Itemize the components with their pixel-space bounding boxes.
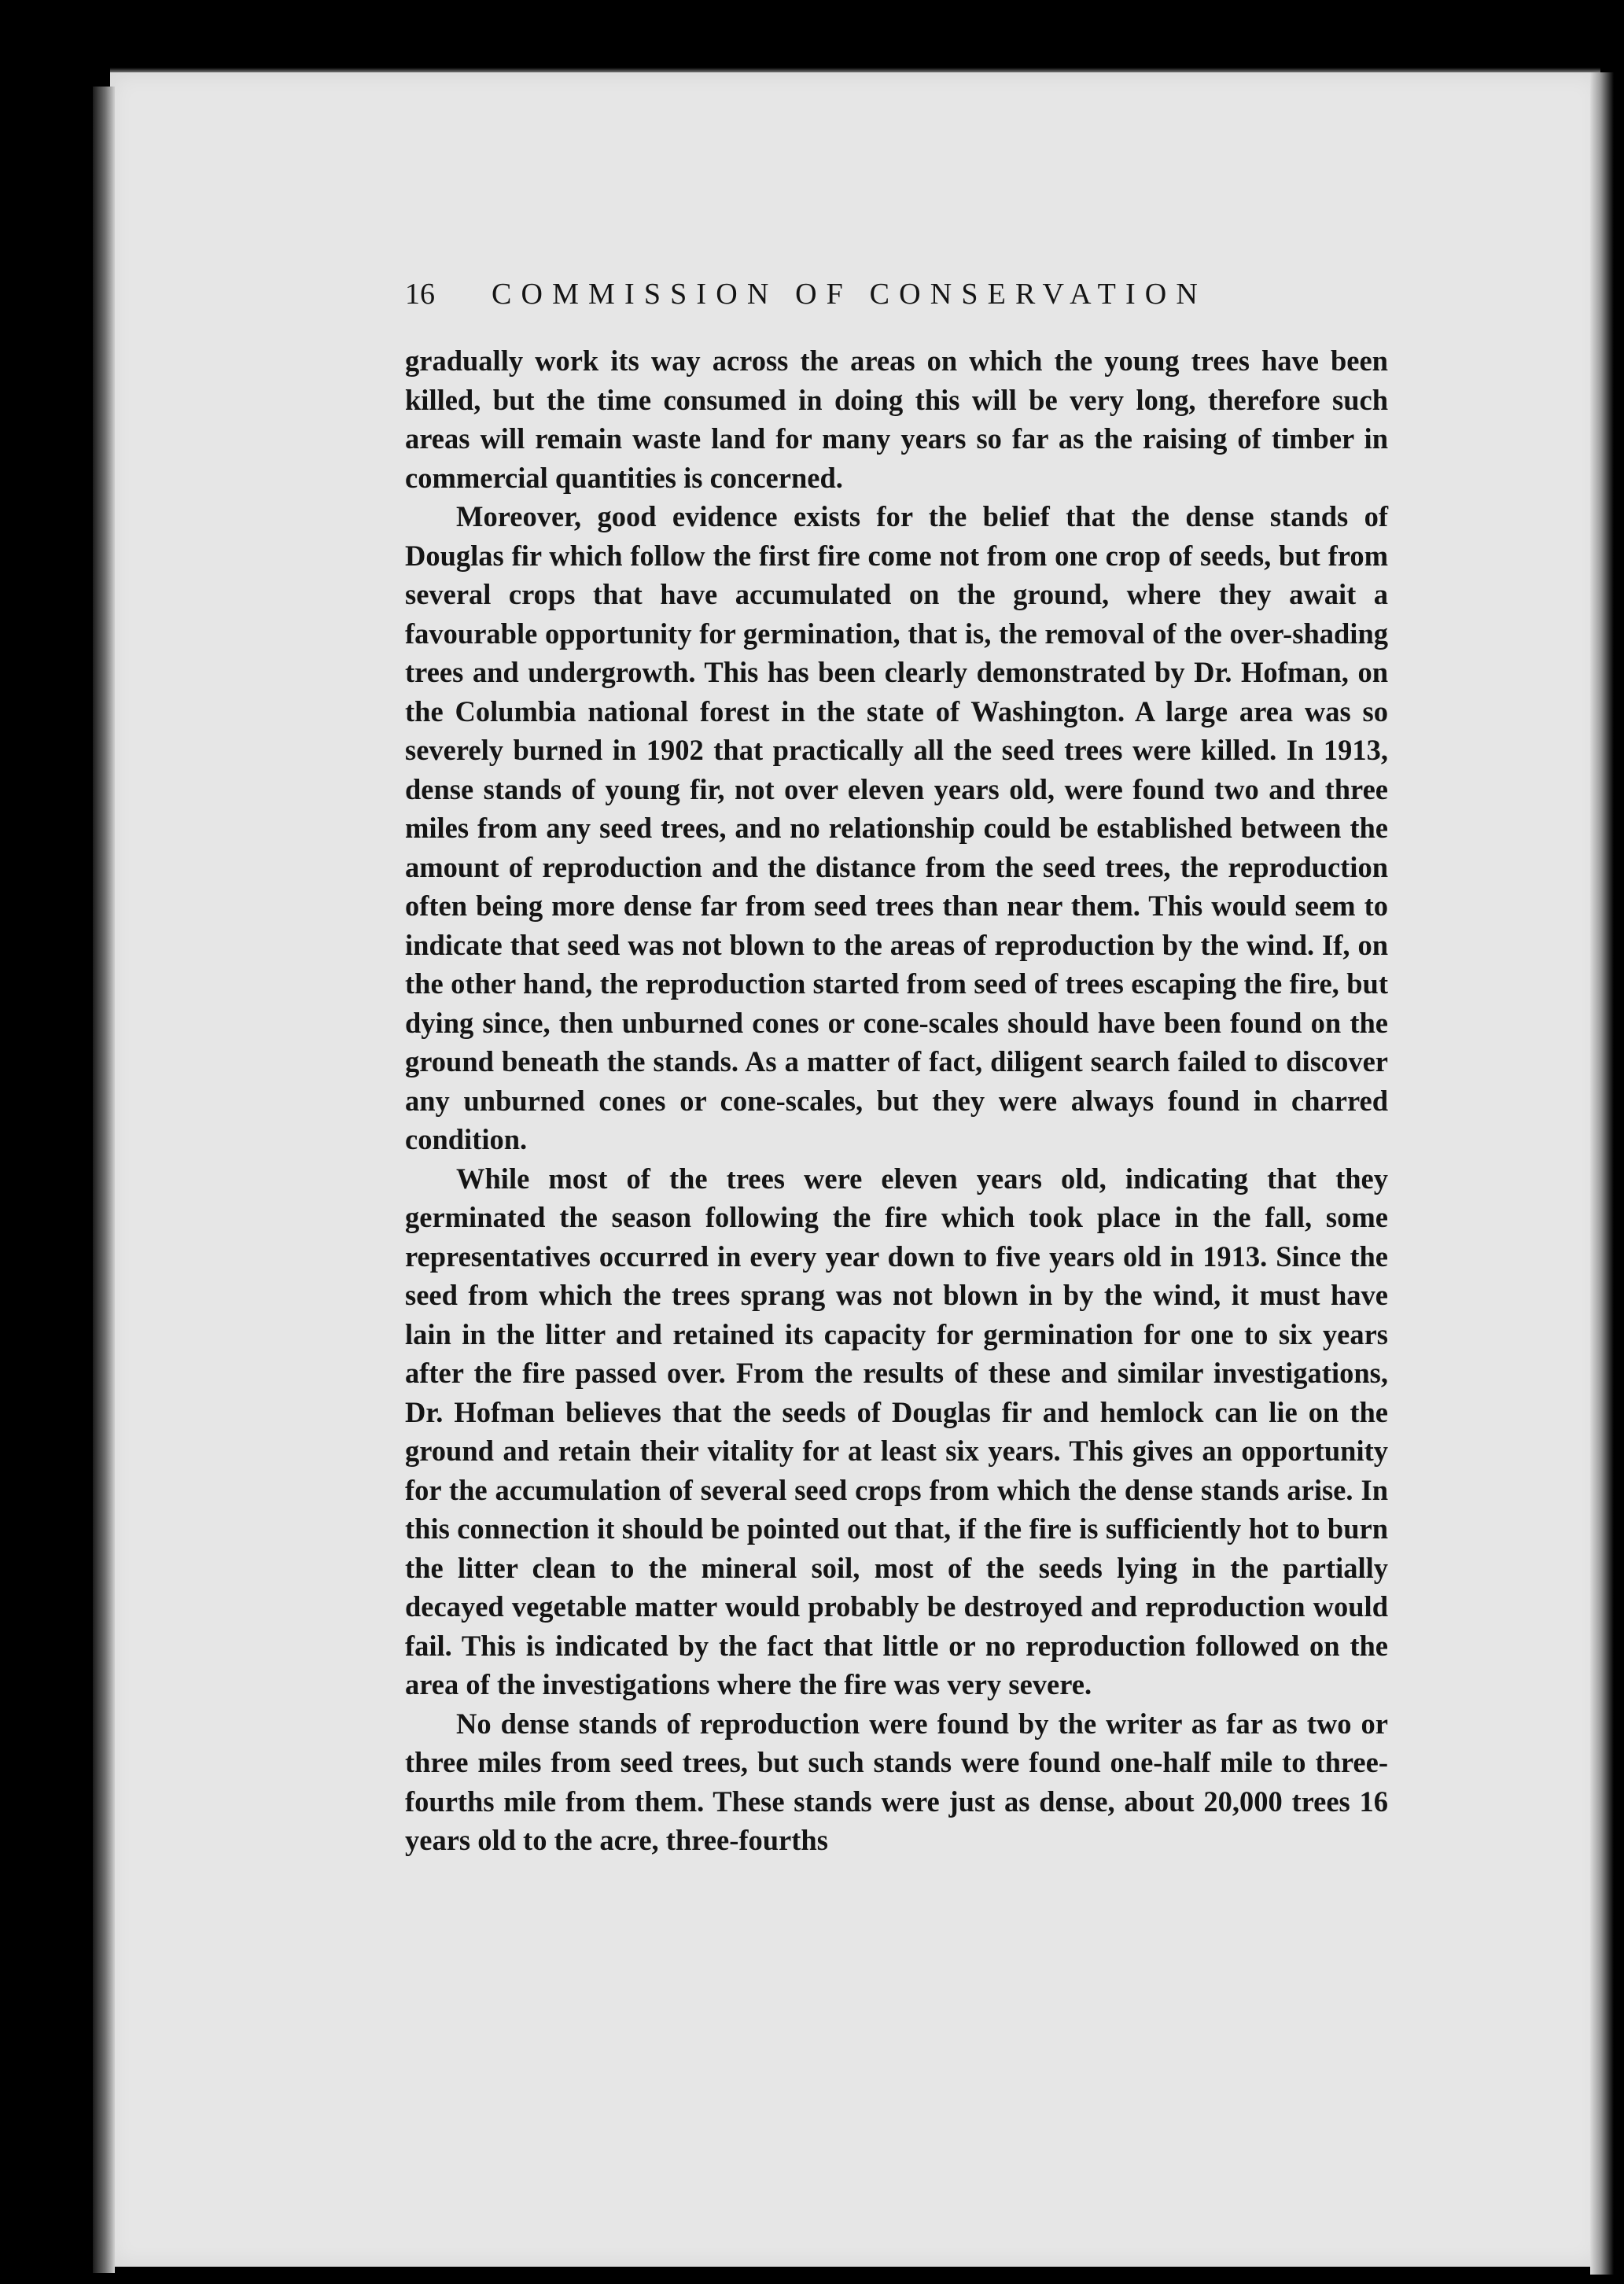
paragraph-1: gradually work its way across the areas on which the young trees have been killed, but the time consumed in doing this will be very long, therefore such areas will remain waste land for many years so far as the raising of timber in commercial quantities is concerned. [405,344,1388,494]
running-head [405,277,1388,324]
body-text [405,341,1388,1860]
paragraph-3: While most of the trees were eleven years old, indicating that they germinated the season following the fire which took place in the fall, some representatives occurred in every year down to five years old in 1913. Since the seed from which the trees sprang was not blown in by the wind, it must have lain in the litter and retained its capacity for germination for one to six years after the fire passed over. From the results of these and similar investigations, Dr. Hofman believes that the seeds of Douglas fir and hemlock can lie on the ground and retain their vitality for at least six years. This gives an opportunity for the accumulation of several seed crops from which the dense stands arise. In this connection it should be pointed out that, if the fire is sufficiently hot to burn the litter clean to the mineral soil, most of the seeds lying in the partially decayed vegetable matter would probably be destroyed and reproduction would fail. This is indicated by the fact that little or no reproduction followed on the area of the investigations where the fire was very severe. [405,1162,1388,1700]
scan-right-edge [1590,72,1624,2275]
page-number: 16 [405,278,435,311]
paragraph-2: Moreover, good evidence exists for the belief that the dense stands of Douglas fir which follow the first fire come not from one crop of seeds, but from several crops that have accumulated on the ground, where they await a favourable opportunity for germination, that is, the removal of the over-shading trees and undergrowth. This has been clearly demonstrated by Dr. Hofman, on the Columbia national forest in the state of Washington. A large area was so severely burned in 1902 that practically all the seed trees were killed. In 1913, dense stands of young fir, not over eleven years old, were found two and three miles from any seed trees, and no relationship could be established between the amount of reproduction and the distance from the seed trees, the reproduction often being more dense far from seed trees than near them. This would seem to indicate that seed was not blown to the areas of reproduction by the wind. If, on the other hand, the reproduction started from seed of trees escaping the fire, but dying since, then unburned cones or cone-scales should have been found on the ground beneath the stands. As a matter of fact, diligent search failed to discover any unburned cones or cone-scales, but they were always found in charred condition. [405,500,1388,1155]
page-content [405,277,1388,1860]
paragraph-4: No dense stands of reproduction were found by the writer as far as two or three miles from seed trees, but such stands were found one-half mile to three-fourths mile from them. These stands were just as dense, about 20,000 trees 16 years old to the acre, three-fourths [405,1707,1388,1856]
scan-left-edge [93,87,115,2273]
running-title: COMMISSION OF CONSERVATION [492,278,1207,311]
